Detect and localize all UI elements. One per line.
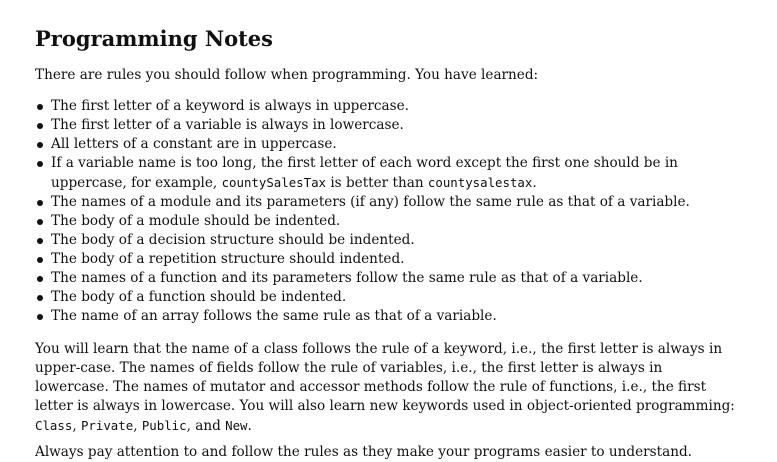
rule-text: is better than — [326, 175, 428, 191]
page-title: Programming Notes — [35, 26, 273, 51]
rule-item — [35, 154, 737, 193]
separator: , — [72, 418, 81, 434]
rule-item: The name of an array follows the same rule as that of a variable. — [35, 307, 737, 326]
separator: , and — [186, 418, 226, 434]
intro-text: There are rules you should follow when programming. You have learned: — [35, 67, 539, 83]
paragraph-end: . — [247, 418, 252, 434]
rule-item: The names of a function and its parameters follow the same rule as that of a variable. — [35, 269, 737, 288]
separator: , — [133, 418, 142, 434]
rule-text: . — [532, 175, 537, 191]
rule-item: The body of a function should be indented. — [35, 288, 737, 307]
rules-list — [35, 97, 737, 326]
oop-paragraph — [35, 340, 737, 436]
rule-item: The first letter of a keyword is always in uppercase. — [35, 97, 737, 116]
keyword-private: Private — [80, 418, 134, 433]
keyword-public: Public — [141, 418, 187, 433]
rule-item: The body of a decision structure should be indented. — [35, 231, 737, 250]
keyword-class: Class — [35, 418, 73, 433]
rule-item: The names of a module and its parameters (if any) follow the same rule as that of a variable. — [35, 193, 737, 212]
keyword-new: New — [225, 418, 248, 433]
rule-text: If a variable name is too long, the first letter of each word except the first one should be in uppercase, for example, — [51, 155, 678, 191]
rule-item: The body of a repetition structure should indented. — [35, 250, 737, 269]
rule-item: The first letter of a variable is always in lowercase. — [35, 116, 737, 135]
rule-item: The body of a module should be indented. — [35, 212, 737, 231]
closing-text: Always pay attention to and follow the rules as they make your programs easier to understand. — [35, 444, 692, 460]
code-example-good: countySalesTax — [221, 175, 326, 190]
code-example-bad: countysalestax — [427, 175, 533, 190]
rule-item: All letters of a constant are in uppercase. — [35, 135, 737, 154]
paragraph-text: You will learn that the name of a class follows the rule of a keyword, i.e., the first letter is always in upper-case. The names of fields follow the rule of variables, i.e., the first letter is always in lowercase. The names of mutator and accessor methods follow the rule of functions, i.e., the first letter is always in lowercase. You will also learn new keywords used in object-oriented programming: — [35, 341, 735, 414]
